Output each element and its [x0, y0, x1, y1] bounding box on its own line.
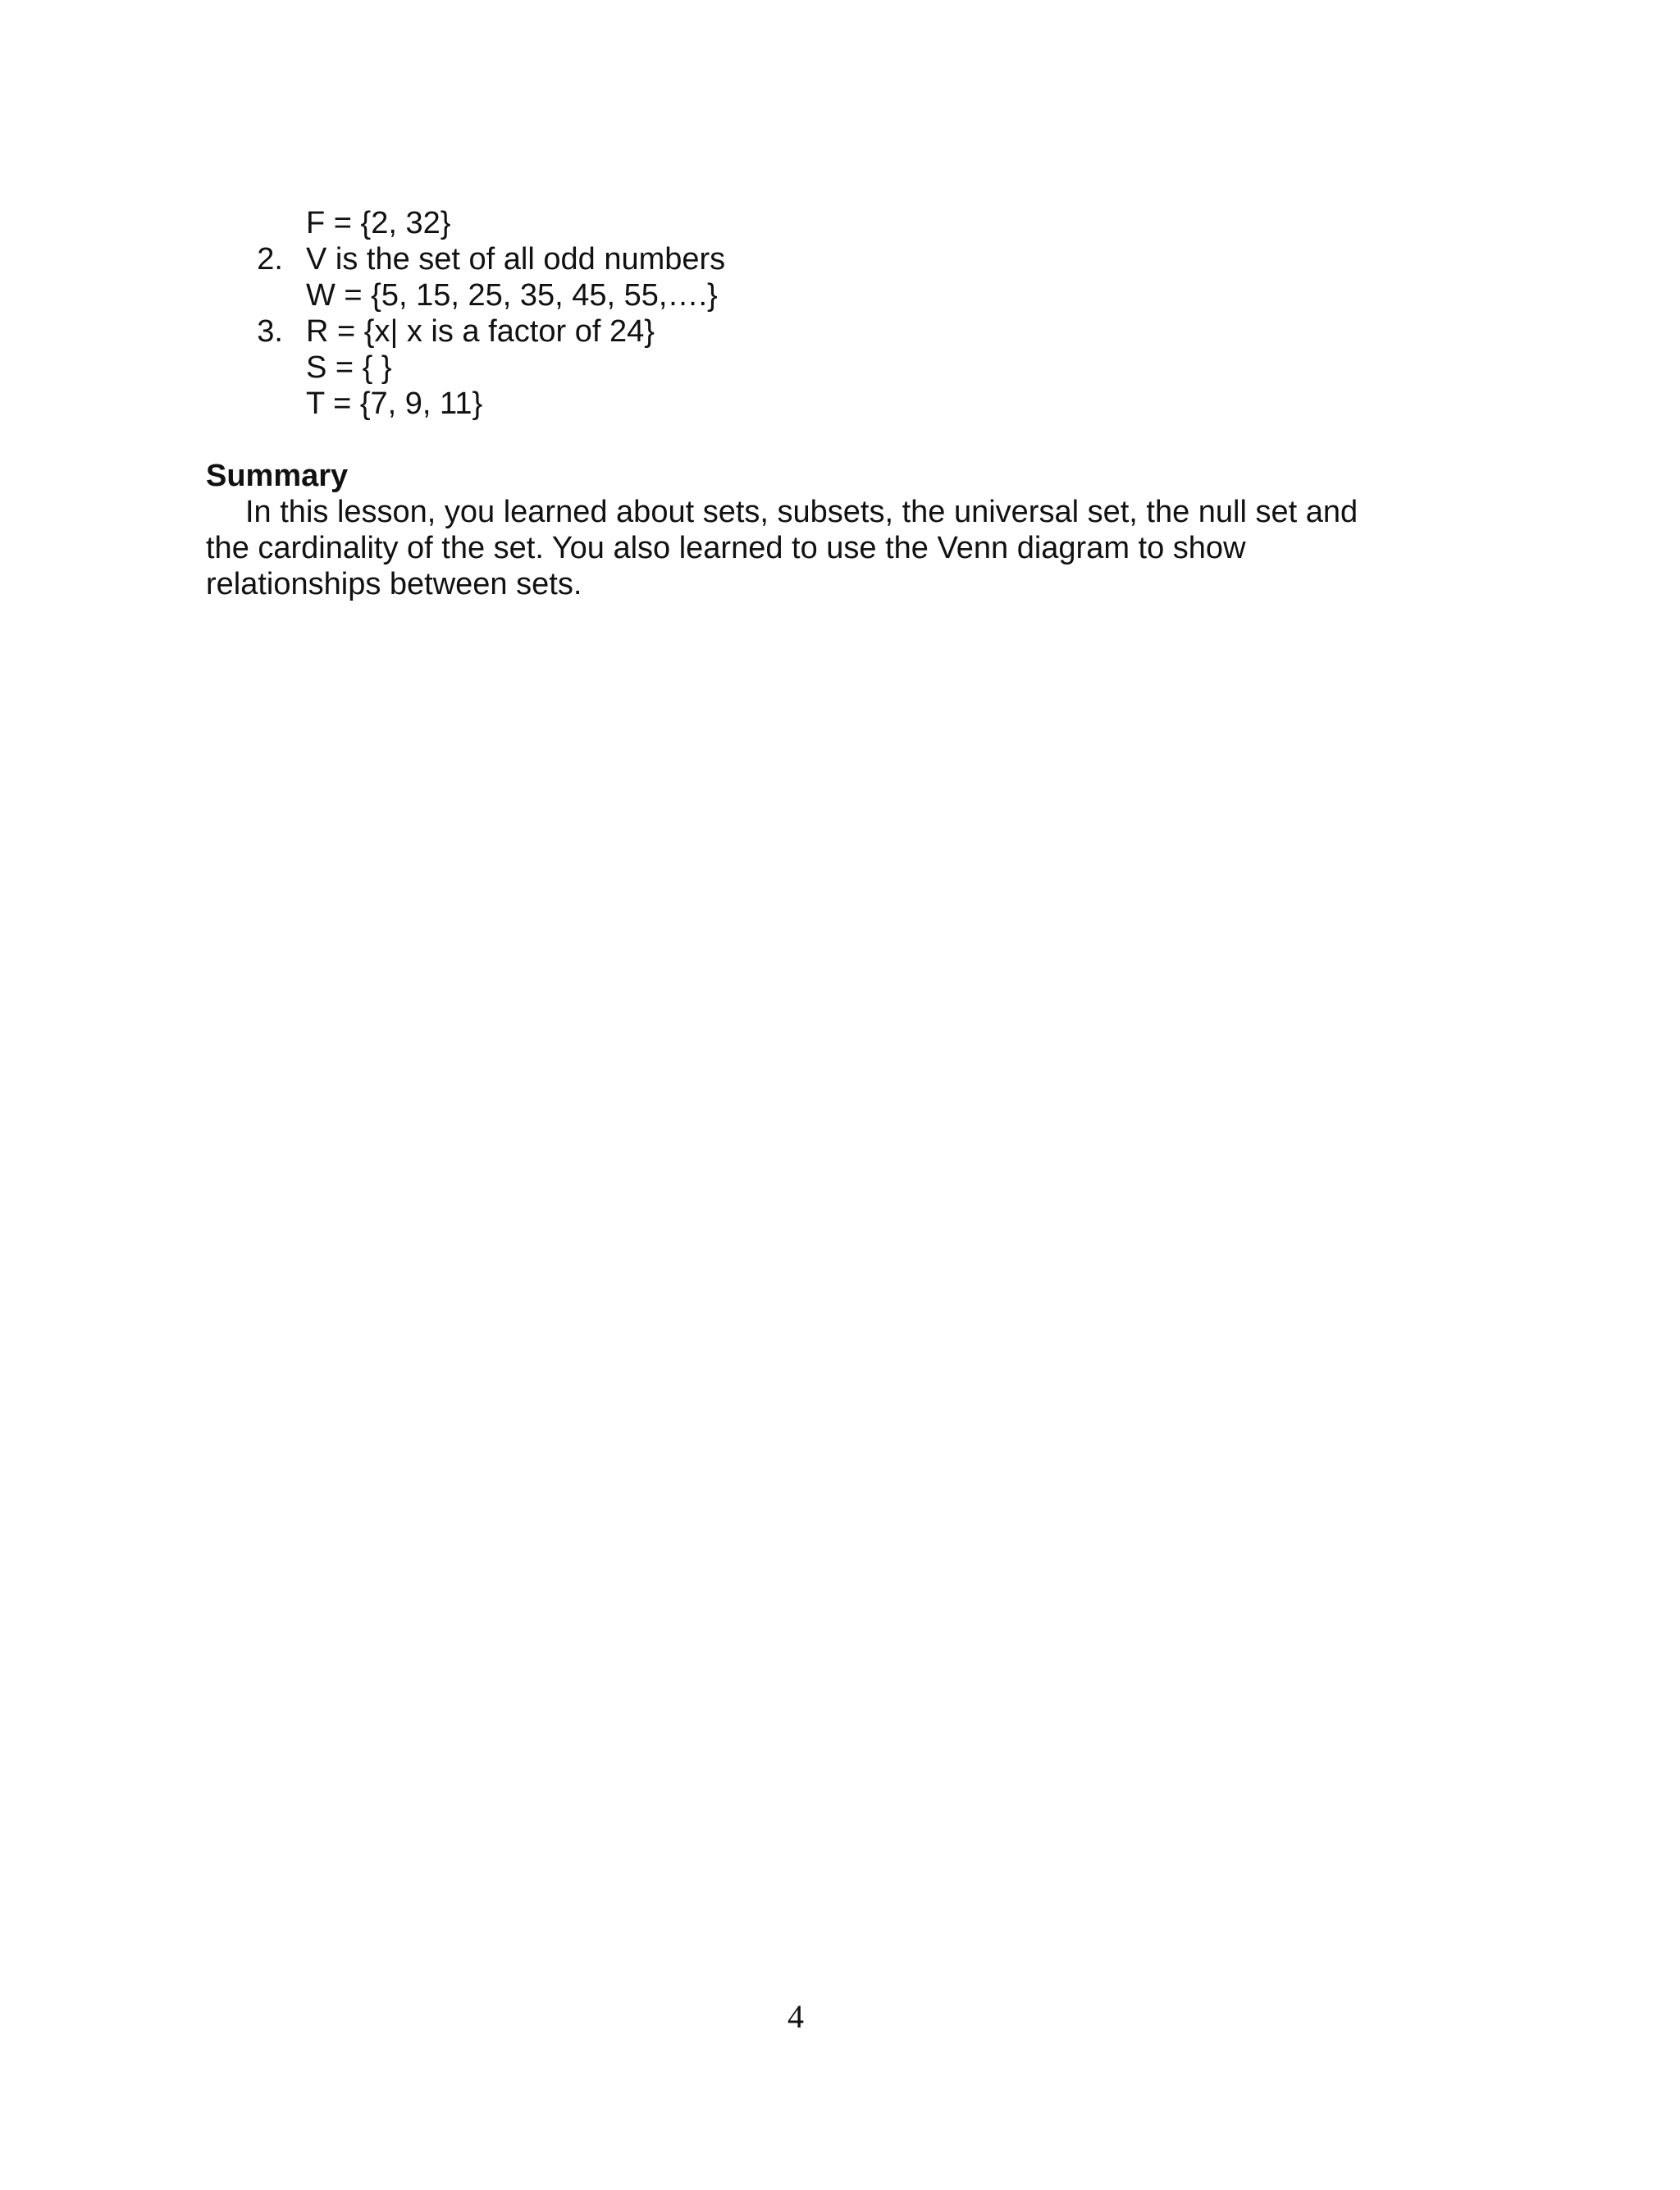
set-r-line: R = {x| x is a factor of 24}: [306, 314, 655, 349]
list-item-number-3: 3.: [257, 314, 283, 349]
set-s-line: S = { }: [306, 350, 392, 385]
summary-paragraph: In this lesson, you learned about sets, subsets, the universal set, the null set and the cardinality of the set. You also learned to use the Venn diagram to show relationships between sets.: [206, 495, 1358, 601]
set-v-line: V is the set of all odd numbers: [306, 242, 726, 277]
set-f-line: F = {2, 32}: [306, 206, 451, 240]
page-number: 4: [788, 1998, 804, 2035]
set-t-line: T = {7, 9, 11}: [306, 386, 483, 421]
summary-body: [206, 494, 1387, 602]
set-w-line: W = {5, 15, 25, 35, 45, 55,….}: [306, 278, 718, 313]
list-item-number-2: 2.: [257, 242, 283, 277]
summary-heading: Summary: [206, 459, 349, 493]
